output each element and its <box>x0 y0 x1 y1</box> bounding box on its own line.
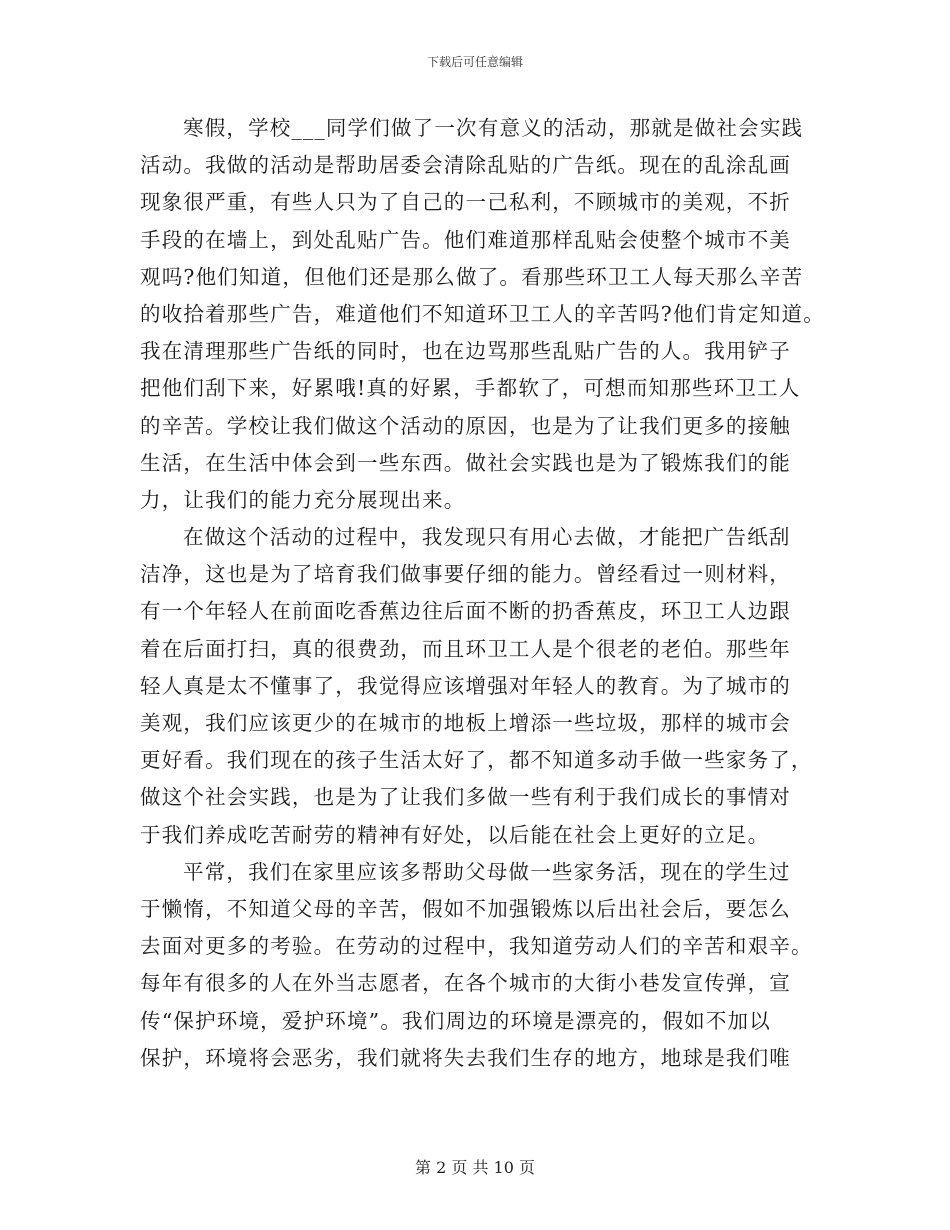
paragraph-line: 的收拾着那些广告，难道他们不知道环卫工人的辛苦吗?他们肯定知道。 <box>140 301 825 326</box>
paragraph-line: 观吗?他们知道，但他们还是那么做了。看那些环卫工人每天那么辛苦 <box>140 264 804 289</box>
paragraph-line: 我在清理那些广告纸的同时，也在边骂那些乱贴广告的人。我用铲子 <box>140 339 791 364</box>
paragraph-line: 传“保护环境，爱护环境”。我们周边的环境是漂亮的，假如不加以 <box>140 1008 771 1033</box>
paragraph-line: 把他们刮下来，好累哦!真的好累，手都软了，可想而知那些环卫工人 <box>140 376 801 401</box>
paragraph-line: 手段的在墙上，到处乱贴广告。他们难道那样乱贴会使整个城市不美 <box>140 227 791 252</box>
paragraph-line: 于我们养成吃苦耐劳的精神有好处，以后能在社会上更好的立足。 <box>140 822 770 847</box>
paragraph-line: 去面对更多的考验。在劳动的过程中，我知道劳动人们的辛苦和艰辛。 <box>140 934 813 959</box>
document-body <box>140 110 830 1077</box>
paragraph-line: 的辛苦。学校让我们做这个活动的原因，也是为了让我们更多的接触 <box>140 413 791 438</box>
paragraph-line: 做这个社会实践，也是为了让我们多做一些有利于我们成长的事情对 <box>140 785 791 810</box>
paragraph-line: 每年有很多的人在外当志愿者，在各个城市的大街小巷发宣传弹，宣 <box>140 971 791 996</box>
paragraph-line: 在做这个活动的过程中，我发现只有用心去做，才能把广告纸刮 <box>183 525 791 550</box>
paragraph-line: 寒假，学校___同学们做了一次有意义的活动，那就是做社会实践 <box>183 116 804 140</box>
paragraph-line: 洁净，这也是为了培育我们做事要仔细的能力。曾经看过一则材料， <box>140 562 791 587</box>
paragraph-line: 有一个年轻人在前面吃香蕉边往后面不断的扔香蕉皮，环卫工人边跟 <box>140 599 791 624</box>
paragraph-line: 美观，我们应该更少的在城市的地板上增添一些垃圾，那样的城市会 <box>140 711 791 735</box>
paragraph-line: 保护，环境将会恶劣，我们就将失去我们生存的地方，地球是我们唯 <box>140 1045 791 1070</box>
paragraph-line: 力，让我们的能力充分展现出来。 <box>140 487 466 512</box>
paragraph-line: 更好看。我们现在的孩子生活太好了，都不知道多动手做一些家务了， <box>140 748 813 773</box>
paragraph-line: 于懒惰，不知道父母的辛苦，假如不加强锻炼以后出社会后，要怎么 <box>140 896 791 921</box>
paragraph-line: 平常，我们在家里应该多帮助父母做一些家务活，现在的学生过 <box>183 859 791 884</box>
paragraph-line: 轻人真是太不懂事了，我觉得应该增强对年轻人的教育。为了城市的 <box>140 673 791 698</box>
page-header-note: 下载后可任意编辑 <box>426 55 523 69</box>
paragraph-line: 现象很严重，有些人只为了自己的一己私利，不顾城市的美观，不折 <box>140 190 791 215</box>
page-number: 第 2 页 共 10 页 <box>415 1158 535 1177</box>
paragraph-line: 生活，在生活中体会到一些东西。做社会实践也是为了锻炼我们的能 <box>140 450 791 475</box>
paragraph-line: 着在后面打扫，真的很费劲，而且环卫工人是个很老的老伯。那些年 <box>140 636 791 661</box>
paragraph-line: 活动。我做的活动是帮助居委会清除乱贴的广告纸。现在的乱涂乱画 <box>140 153 791 178</box>
